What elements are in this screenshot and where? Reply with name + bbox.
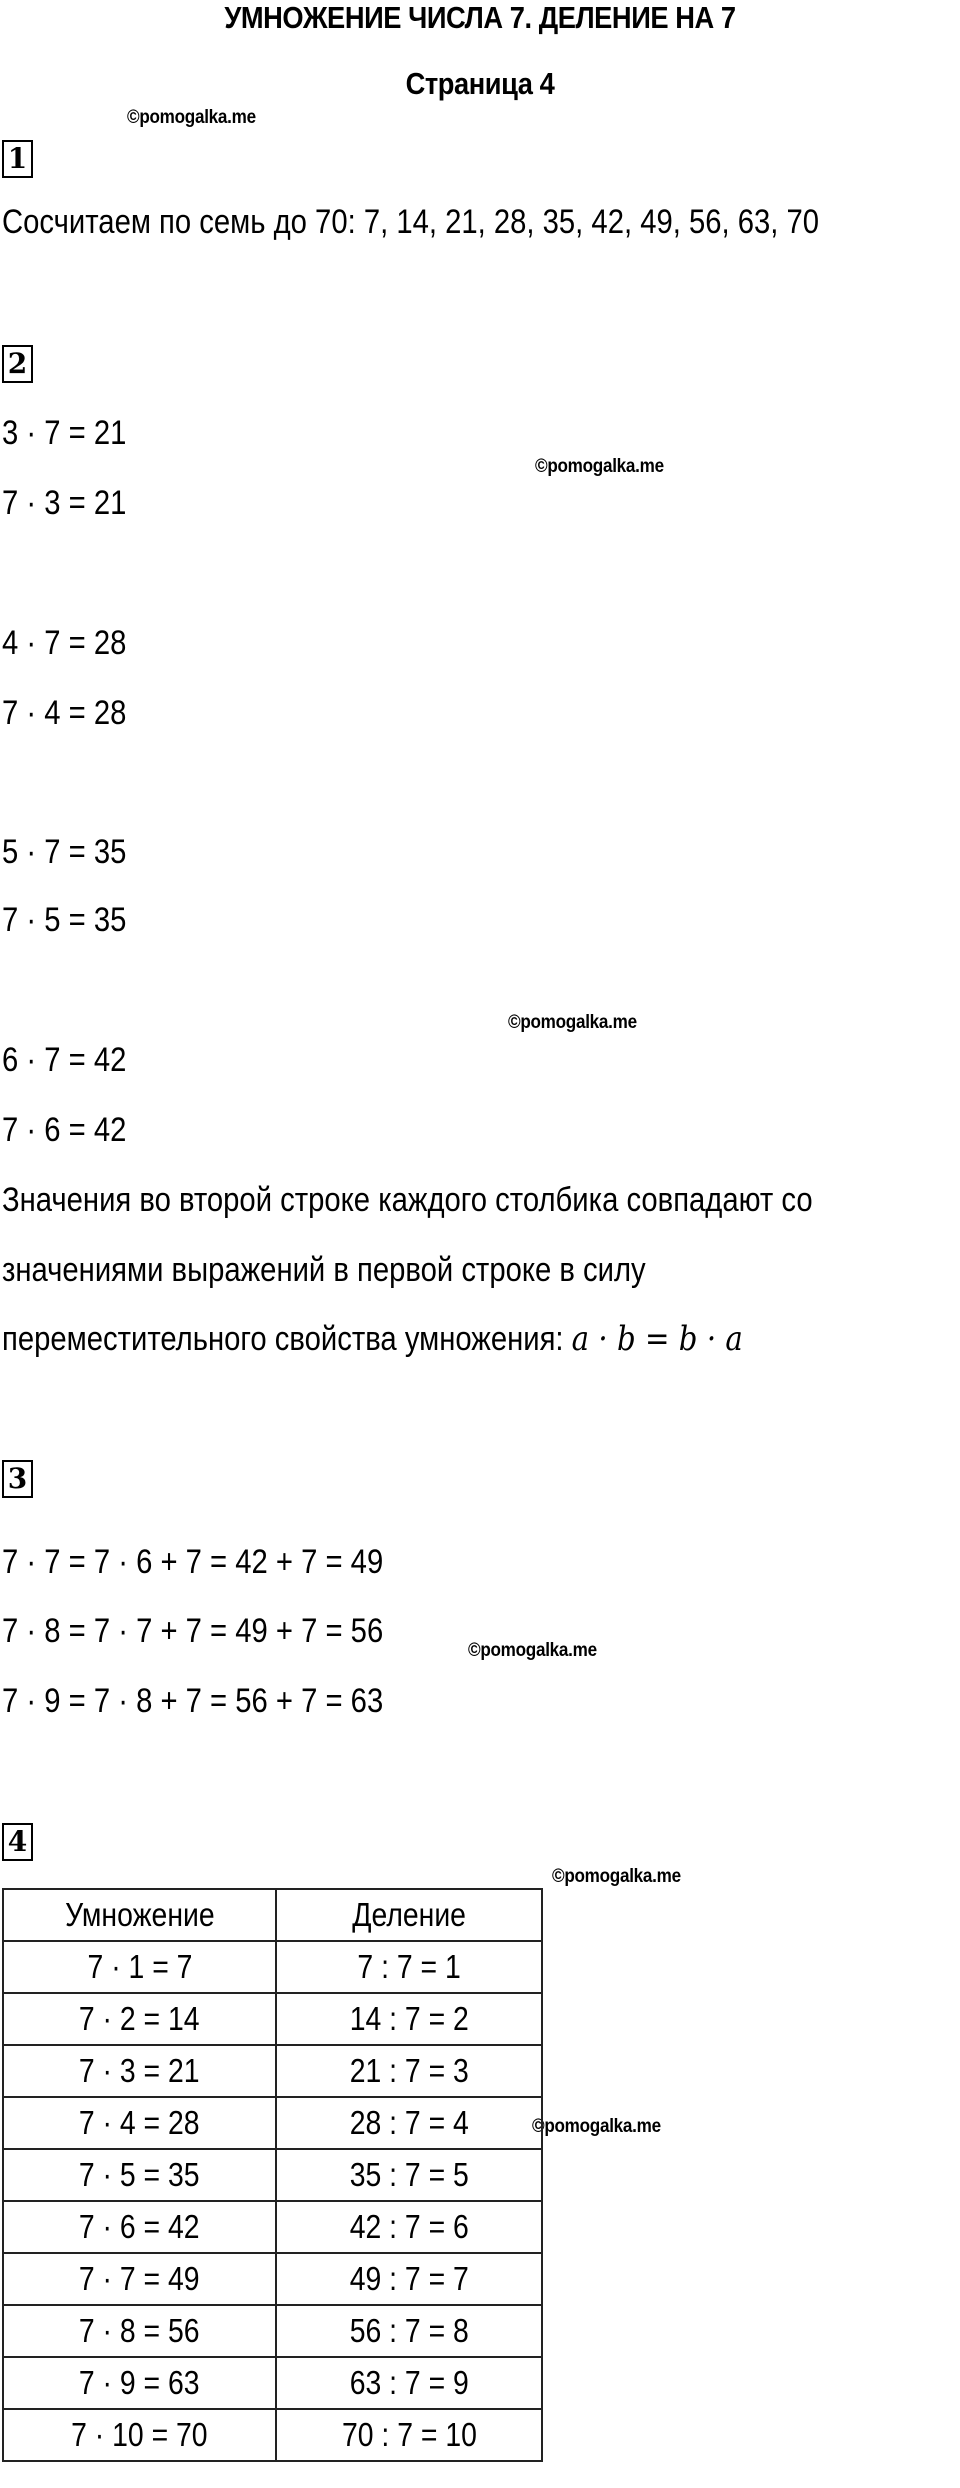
table-cell: 7 · 8 = 56	[3, 2305, 276, 2357]
table-cell: 70 : 7 = 10	[276, 2409, 542, 2461]
watermark: ©pomogalka.me	[127, 107, 256, 128]
equation-line: 7 · 4 = 28	[2, 694, 127, 732]
explanation-text: переместительного свойства умножения:	[2, 1320, 572, 1358]
table-row	[3, 1941, 542, 1993]
equation-line: 7 · 8 = 7 · 7 + 7 = 49 + 7 = 56	[2, 1612, 384, 1650]
table-row	[3, 1993, 542, 2045]
commutative-formula: a · b = b · a	[571, 1319, 743, 1359]
table-row	[3, 2253, 542, 2305]
table-cell: 7 · 3 = 21	[3, 2045, 276, 2097]
table-row	[3, 2045, 542, 2097]
equation-line: 7 · 6 = 42	[2, 1111, 127, 1149]
equation-line: 3 · 7 = 21	[2, 414, 127, 452]
table-cell: 7 · 5 = 35	[3, 2149, 276, 2201]
task-number-badge: 1	[2, 140, 33, 178]
table-row	[3, 2097, 542, 2149]
table-cell: 14 : 7 = 2	[276, 1993, 542, 2045]
watermark: ©pomogalka.me	[468, 1640, 597, 1661]
explanation-line-formula	[2, 1319, 743, 1359]
equation-line: 7 · 9 = 7 · 8 + 7 = 56 + 7 = 63	[2, 1682, 384, 1720]
table-cell: 7 · 2 = 14	[3, 1993, 276, 2045]
watermark: ©pomogalka.me	[532, 2116, 661, 2137]
table-cell: 28 : 7 = 4	[276, 2097, 542, 2149]
explanation-line: значениями выражений в первой строке в силу	[2, 1251, 646, 1289]
multiplication-division-table	[2, 1888, 543, 2462]
table-cell: 7 · 4 = 28	[3, 2097, 276, 2149]
explanation-line: Значения во второй строке каждого столбика совпадают со	[2, 1181, 813, 1219]
table-row	[3, 2305, 542, 2357]
page-subtitle: Страница 4	[405, 66, 555, 101]
table-cell: 21 : 7 = 3	[276, 2045, 542, 2097]
task-number-badge: 4	[2, 1823, 33, 1861]
table-row	[3, 2357, 542, 2409]
task-number-badge: 2	[2, 345, 33, 383]
table-cell: 7 · 9 = 63	[3, 2357, 276, 2409]
table-cell: 35 : 7 = 5	[276, 2149, 542, 2201]
table-cell: 42 : 7 = 6	[276, 2201, 542, 2253]
table-cell: 7 · 1 = 7	[3, 1941, 276, 1993]
equation-line: 5 · 7 = 35	[2, 833, 127, 871]
table-header-row	[3, 1889, 542, 1941]
column-header-multiplication: Умножение	[3, 1889, 276, 1941]
page-title: УМНОЖЕНИЕ ЧИСЛА 7. ДЕЛЕНИЕ НА 7	[224, 0, 736, 35]
table-cell: 49 : 7 = 7	[276, 2253, 542, 2305]
task-number-badge: 3	[2, 1460, 33, 1498]
watermark: ©pomogalka.me	[535, 456, 664, 477]
table-cell: 7 · 7 = 49	[3, 2253, 276, 2305]
column-header-division: Деление	[276, 1889, 542, 1941]
table-cell: 7 · 10 = 70	[3, 2409, 276, 2461]
table-row	[3, 2409, 542, 2461]
table-row	[3, 2149, 542, 2201]
table-cell: 7 · 6 = 42	[3, 2201, 276, 2253]
equation-line: 7 · 7 = 7 · 6 + 7 = 42 + 7 = 49	[2, 1543, 384, 1581]
table-cell: 7 : 7 = 1	[276, 1941, 542, 1993]
equation-line: 7 · 3 = 21	[2, 484, 127, 522]
table-row	[3, 2201, 542, 2253]
table-cell: 56 : 7 = 8	[276, 2305, 542, 2357]
equation-line: 6 · 7 = 42	[2, 1041, 127, 1079]
watermark: ©pomogalka.me	[508, 1012, 637, 1033]
table-cell: 63 : 7 = 9	[276, 2357, 542, 2409]
task-1-text: Сосчитаем по семь до 70: 7, 14, 21, 28, 35, 42, 49, 56, 63, 70	[2, 203, 820, 241]
watermark: ©pomogalka.me	[552, 1866, 681, 1887]
equation-line: 4 · 7 = 28	[2, 624, 127, 662]
equation-line: 7 · 5 = 35	[2, 901, 127, 939]
